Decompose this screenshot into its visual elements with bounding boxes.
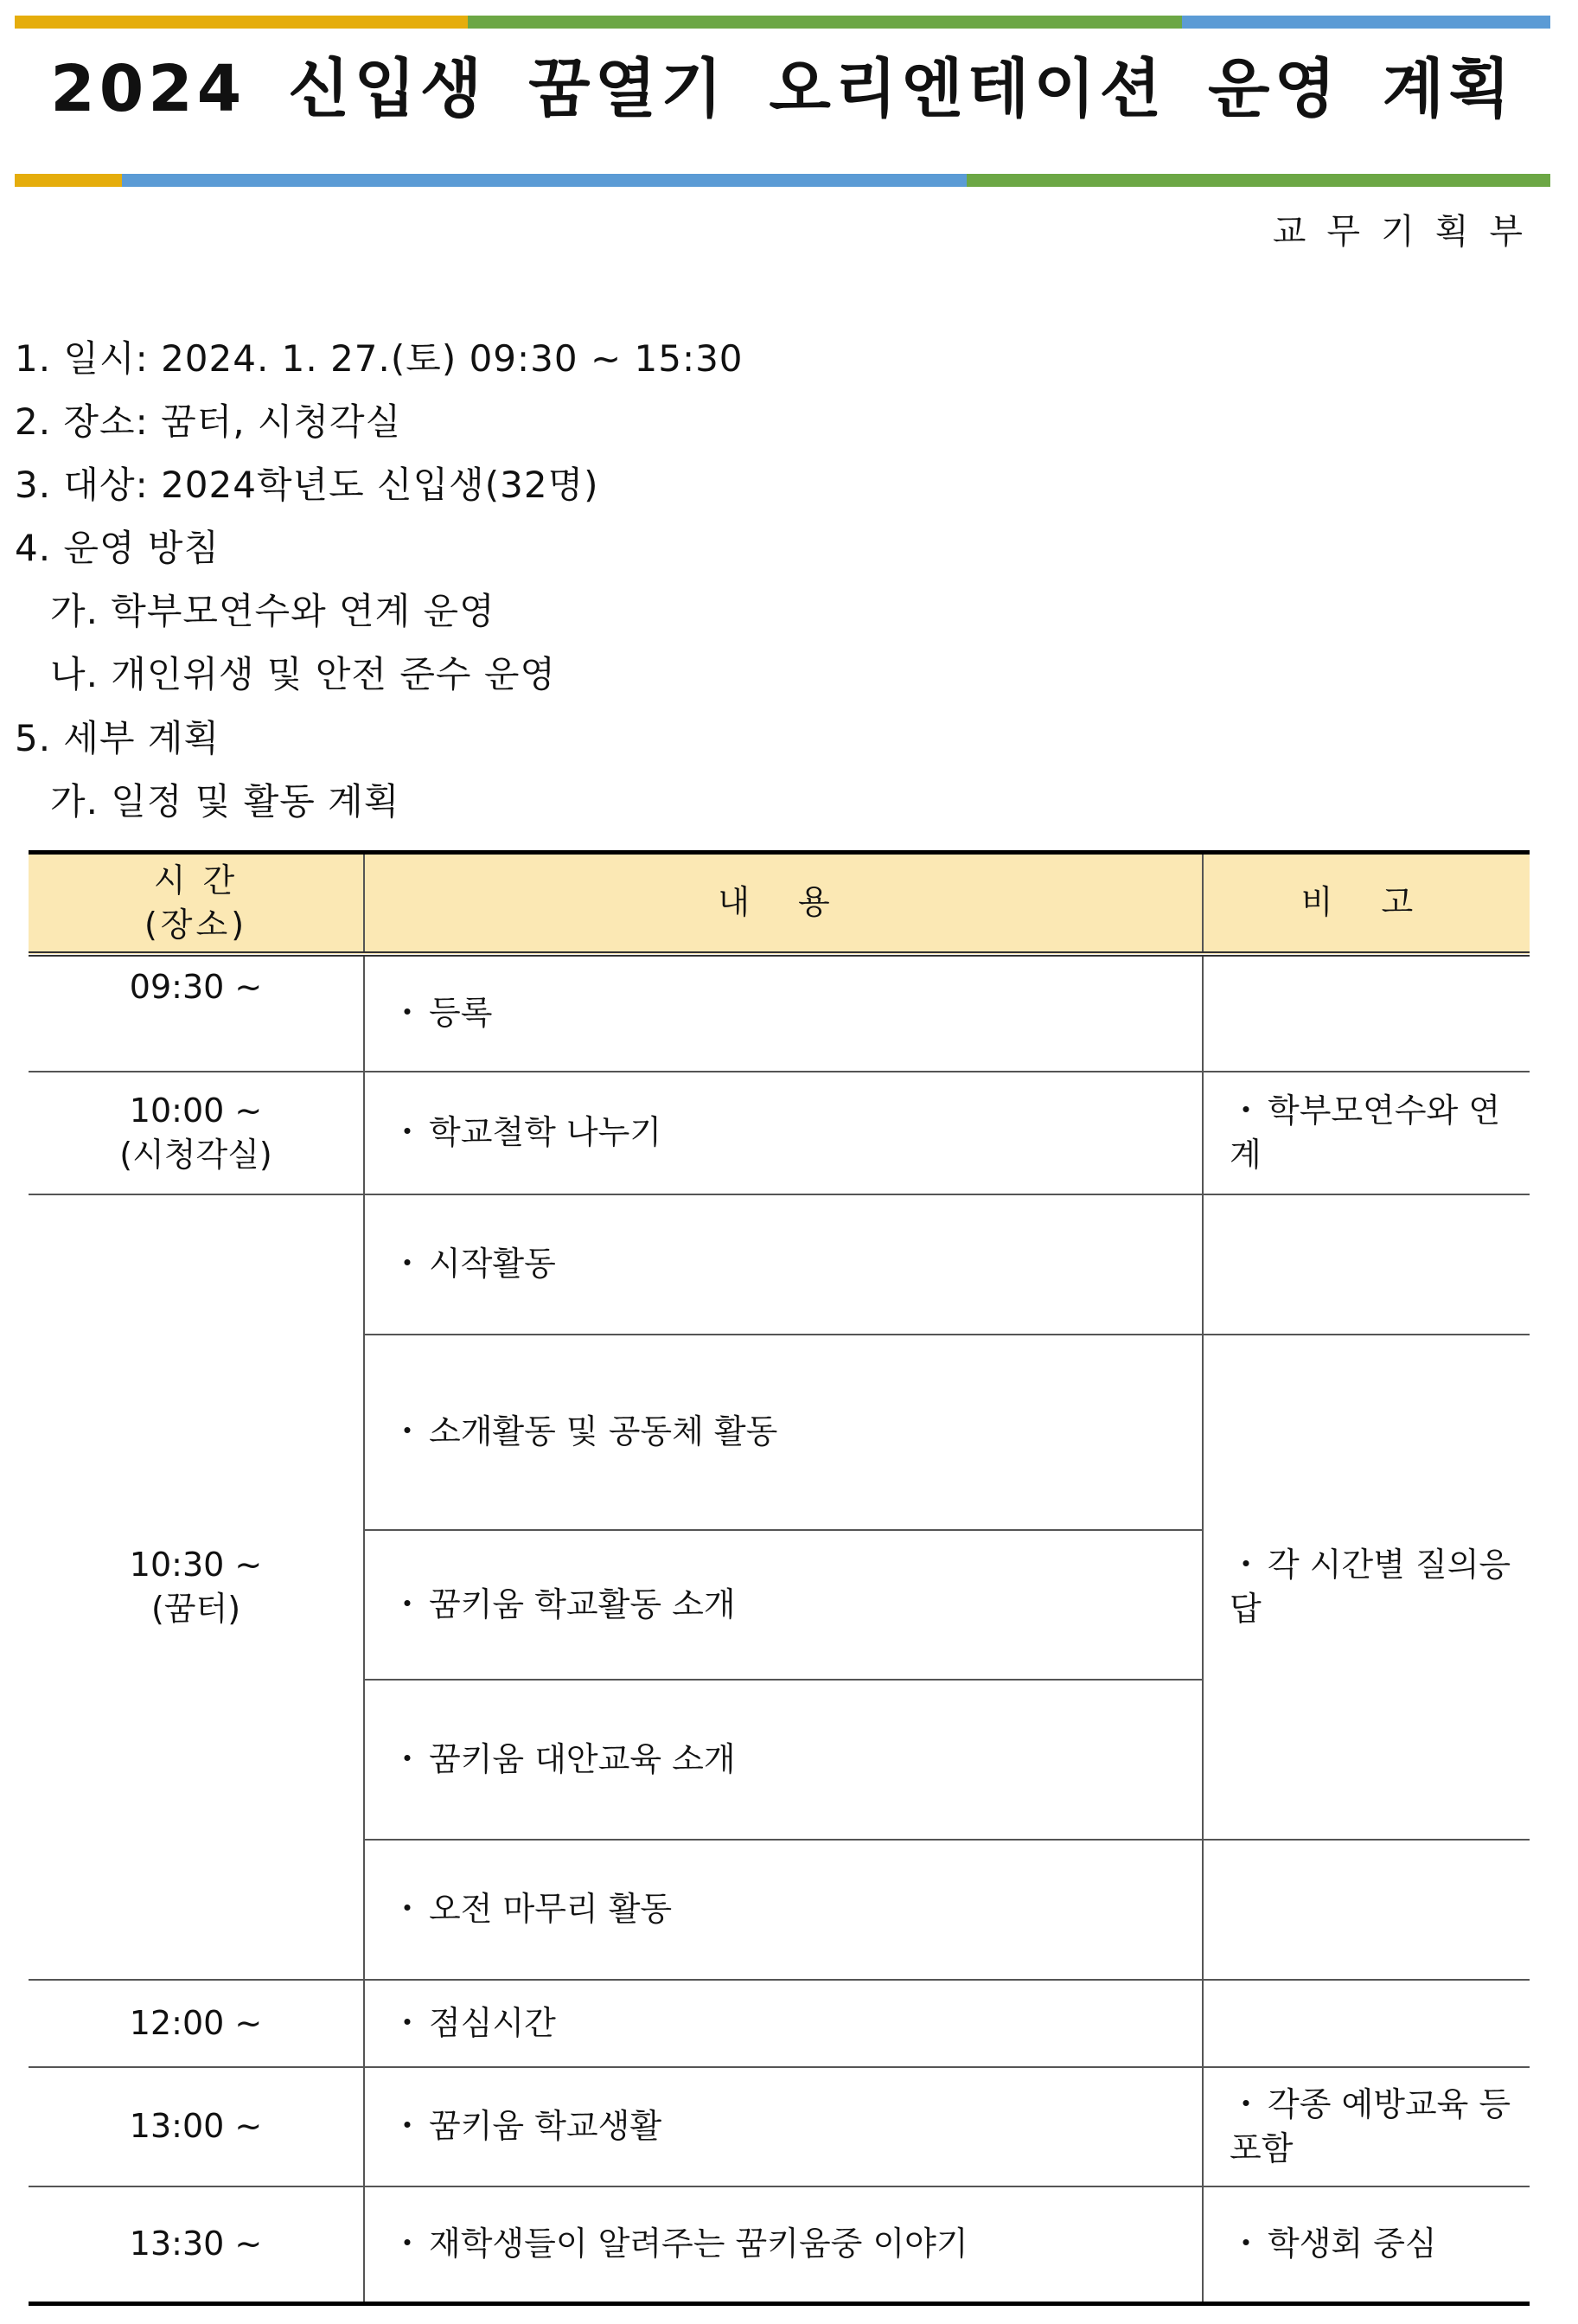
time-cell: 10:00 ~ (시청각실) [29,1072,364,1194]
note-cell [1203,954,1530,1072]
note-cell [1203,1840,1530,1980]
content-cell: ・ 꿈키움 대안교육 소개 [364,1680,1203,1840]
content-cell: ・ 꿈키움 학교활동 소개 [364,1530,1203,1680]
content-cell: ・ 점심시간 [364,1980,1203,2067]
note-cell: ・ 학생회 중심 [1203,2186,1530,2303]
bullet-icon: ・ [391,1245,425,1284]
note-cell: ・ 각 시간별 질의응답 [1203,1335,1530,1840]
overview-policy-heading: 4. 운영 방침 [15,527,220,569]
table-row [29,2186,1530,2303]
table-row [29,2067,1530,2186]
note-cell: ・ 각종 예방교육 등 포함 [1203,2067,1530,2186]
overview-target: 3. 대상: 2024학년도 신입생(32명) [15,464,599,506]
bullet-icon: ・ [391,1412,425,1451]
document-title: 2024 신입생 꿈열기 오리엔테이션 운영 계획 [50,52,1515,126]
time-cell: 10:30 ~ (꿈터) [29,1194,364,1980]
content-cell: ・ 꿈키움 학교생활 [364,2067,1203,2186]
note-cell [1203,1980,1530,2067]
overview-policy-b: 나. 개인위생 및 안전 준수 운영 [50,653,556,695]
table-row [29,1194,1530,1335]
overview-detail-a: 가. 일정 및 활동 계획 [50,780,400,823]
content-cell: ・ 시작활동 [364,1194,1203,1335]
bullet-icon: ・ [391,1113,425,1152]
table-row [29,954,1530,1072]
time-cell: 09:30 ~ [29,954,364,1072]
bottom-color-bar [15,174,1550,187]
top-color-bar [15,16,1550,29]
time-cell: 13:00 ~ [29,2067,364,2186]
content-cell: ・ 등록 [364,954,1203,1072]
content-cell: ・ 학교철학 나누기 [364,1072,1203,1194]
overview-detail-heading: 5. 세부 계획 [15,717,220,759]
bullet-icon: ・ [391,2225,425,2263]
header-note: 비 고 [1203,853,1530,955]
time-cell: 12:00 ~ [29,1980,364,2067]
schedule-table [29,850,1530,2306]
department-label: 교무기획부 [1272,212,1543,252]
overview-datetime: 1. 일시: 2024. 1. 27.(토) 09:30 ~ 15:30 [15,337,744,380]
note-cell [1203,1194,1530,1335]
bullet-icon: ・ [1230,1091,1263,1130]
content-cell: ・ 오전 마무리 활동 [364,1840,1203,1980]
content-cell: ・ 소개활동 및 공동체 활동 [364,1335,1203,1530]
bullet-icon: ・ [391,1890,425,1929]
bullet-icon: ・ [1230,1545,1263,1584]
overview-location: 2. 장소: 꿈터, 시청각실 [15,400,402,443]
bullet-icon: ・ [1230,2225,1263,2263]
content-cell: ・ 재학생들이 알려주는 꿈키움중 이야기 [364,2186,1203,2303]
bullet-icon: ・ [391,2003,425,2042]
overview-policy-a: 가. 학부모연수와 연계 운영 [50,590,495,632]
note-cell: ・ 학부모연수와 연계 [1203,1072,1530,1194]
bullet-icon: ・ [391,994,425,1033]
table-header-row [29,853,1530,955]
bullet-icon: ・ [391,2107,425,2146]
bullet-icon: ・ [1230,2084,1263,2123]
bullet-icon: ・ [391,1585,425,1623]
header-time: 시 간 (장소) [29,853,364,955]
time-cell: 13:30 ~ [29,2186,364,2303]
table-row [29,1980,1530,2067]
bullet-icon: ・ [391,1739,425,1778]
header-content: 내 용 [364,853,1203,955]
table-row [29,1072,1530,1194]
